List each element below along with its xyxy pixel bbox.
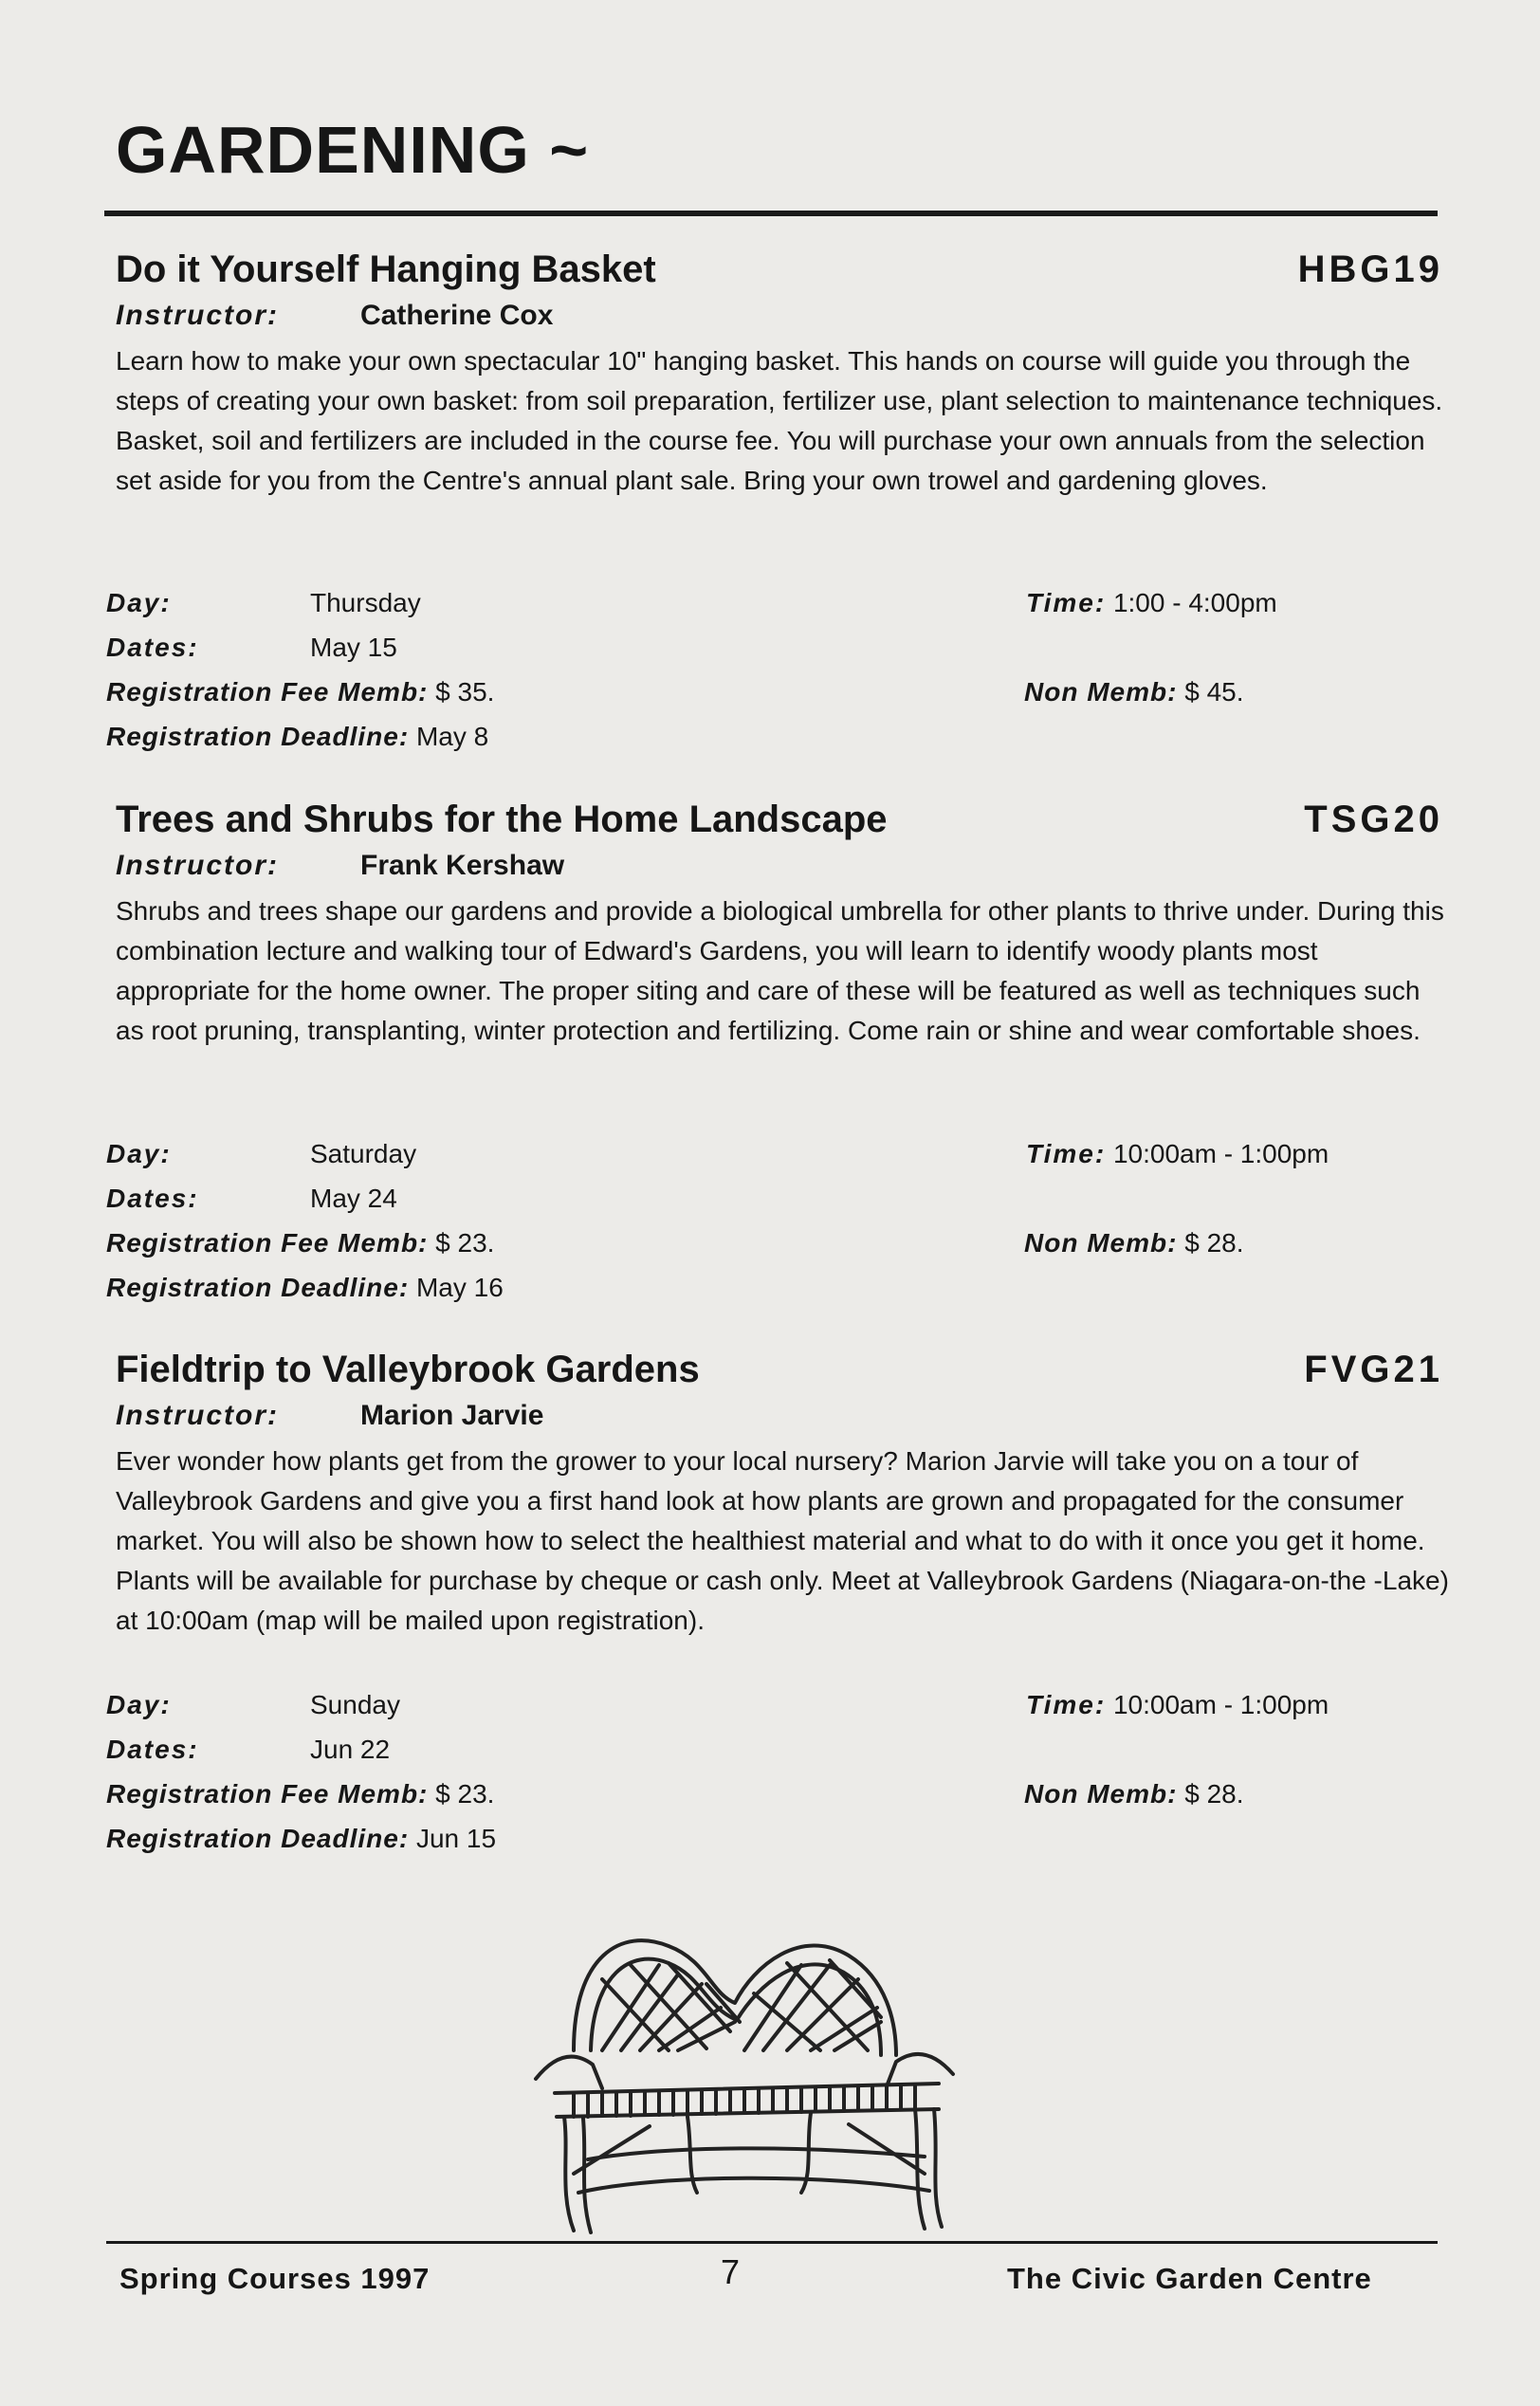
time-line — [1026, 1690, 1329, 1720]
non-memb-value: $ 28. — [1184, 1228, 1244, 1258]
course-title: Fieldtrip to Valleybrook Gardens — [116, 1349, 700, 1390]
twig-bench-icon — [517, 1889, 972, 2245]
instructor-name: Frank Kershaw — [360, 850, 565, 881]
instructor-label: Instructor: — [116, 300, 279, 331]
time-line — [1026, 588, 1277, 618]
instructor-line — [116, 300, 1443, 340]
section-title: GARDENING ~ — [116, 113, 590, 187]
page-number: 7 — [721, 2252, 741, 2291]
non-memb-value: $ 45. — [1184, 677, 1244, 707]
reg-fee-memb-value: $ 23. — [435, 1228, 495, 1258]
day-label: Day: — [106, 1139, 172, 1168]
time-value: 1:00 - 4:00pm — [1112, 588, 1277, 617]
course-code: TSG20 — [1304, 799, 1443, 840]
dates-value: May 15 — [310, 633, 397, 662]
course-description: Learn how to make your own spectacular 10" hanging basket. This hands on course will guide you through the steps of creating your own basket: from soil preparation, fertilizer use, plant selection to maintenance techniques. Basket, soil and fertilizers are included in the course fee. You will purchase your own annuals from the selection set aside for you from the Centre's annual plant sale. Bring your own trowel and gardening gloves. — [116, 346, 1443, 495]
course-code: HBG19 — [1297, 248, 1443, 290]
course-block — [116, 248, 1443, 501]
reg-fee-memb-label: Registration Fee Memb: — [106, 1779, 429, 1809]
course-header — [116, 799, 1443, 846]
course-header — [116, 1349, 1443, 1396]
non-memb-line — [1024, 1779, 1244, 1809]
course-details — [106, 1690, 1434, 1868]
dates-label: Dates: — [106, 1184, 199, 1213]
dates-value: May 24 — [310, 1184, 397, 1213]
reg-deadline-label: Registration Deadline: — [106, 1273, 410, 1302]
instructor-name: Catherine Cox — [360, 300, 554, 331]
instructor-label: Instructor: — [116, 1400, 279, 1431]
footer-rule — [106, 2241, 1438, 2244]
instructor-line — [116, 1400, 1443, 1440]
day-value: Thursday — [310, 588, 421, 617]
day-label: Day: — [106, 588, 172, 617]
footer-right: The Civic Garden Centre — [1007, 2262, 1372, 2295]
time-label: Time: — [1026, 1139, 1107, 1168]
reg-fee-memb-value: $ 23. — [435, 1779, 495, 1809]
time-value: 10:00am - 1:00pm — [1112, 1139, 1329, 1168]
reg-deadline-value: May 8 — [415, 722, 489, 751]
course-details — [106, 1139, 1434, 1317]
day-value: Saturday — [310, 1139, 417, 1168]
instructor-line — [116, 850, 1443, 890]
time-label: Time: — [1026, 1690, 1107, 1719]
dates-label: Dates: — [106, 633, 199, 662]
reg-fee-memb-value: $ 35. — [435, 677, 495, 707]
non-memb-label: Non Memb: — [1024, 1228, 1178, 1258]
header-rule — [104, 211, 1438, 216]
course-header — [116, 248, 1443, 296]
instructor-name: Marion Jarvie — [360, 1400, 544, 1431]
non-memb-label: Non Memb: — [1024, 1779, 1178, 1809]
non-memb-line — [1024, 677, 1244, 707]
course-description: Ever wonder how plants get from the grower to your local nursery? Marion Jarvie will take you on a tour of Valleybrook Gardens and give you a first hand look at how plants are grown and propagated for the consumer market. You will also be shown how to select the healthiest material and what to do with it once you get it home. Plants will be available for purchase by cheque or cash only. Meet at Valleybrook Gardens (Niagara-on-the -Lake) at 10:00am (map will be mailed upon registration). — [116, 1446, 1449, 1635]
course-details — [106, 588, 1434, 766]
non-memb-label: Non Memb: — [1024, 677, 1178, 707]
reg-deadline-label: Registration Deadline: — [106, 722, 410, 751]
reg-deadline-value: Jun 15 — [415, 1824, 497, 1853]
non-memb-value: $ 28. — [1184, 1779, 1244, 1809]
footer-left: Spring Courses 1997 — [119, 2262, 431, 2295]
course-block — [116, 1349, 1449, 1641]
course-description: Shrubs and trees shape our gardens and provide a biological umbrella for other plants to thrive under. During this combination lecture and walking tour of Edward's Gardens, you will learn to identify woody plants most appropriate for the home owner. The proper siting and care of these will be featured as well as techniques such as root pruning, transplanting, winter protection and fertilizing. Come rain or shine and wear comfortable shoes. — [116, 896, 1444, 1045]
time-label: Time: — [1026, 588, 1107, 617]
time-line — [1026, 1139, 1329, 1169]
reg-fee-memb-label: Registration Fee Memb: — [106, 1228, 429, 1258]
day-value: Sunday — [310, 1690, 400, 1719]
reg-deadline-label: Registration Deadline: — [106, 1824, 410, 1853]
course-title: Do it Yourself Hanging Basket — [116, 248, 656, 290]
non-memb-line — [1024, 1228, 1244, 1258]
course-code: FVG21 — [1304, 1349, 1443, 1390]
time-value: 10:00am - 1:00pm — [1112, 1690, 1329, 1719]
dates-label: Dates: — [106, 1735, 199, 1764]
instructor-label: Instructor: — [116, 850, 279, 881]
course-title: Trees and Shrubs for the Home Landscape — [116, 799, 888, 840]
reg-fee-memb-label: Registration Fee Memb: — [106, 677, 429, 707]
day-label: Day: — [106, 1690, 172, 1719]
dates-value: Jun 22 — [310, 1735, 391, 1764]
course-block — [116, 799, 1443, 1051]
reg-deadline-value: May 16 — [415, 1273, 504, 1302]
